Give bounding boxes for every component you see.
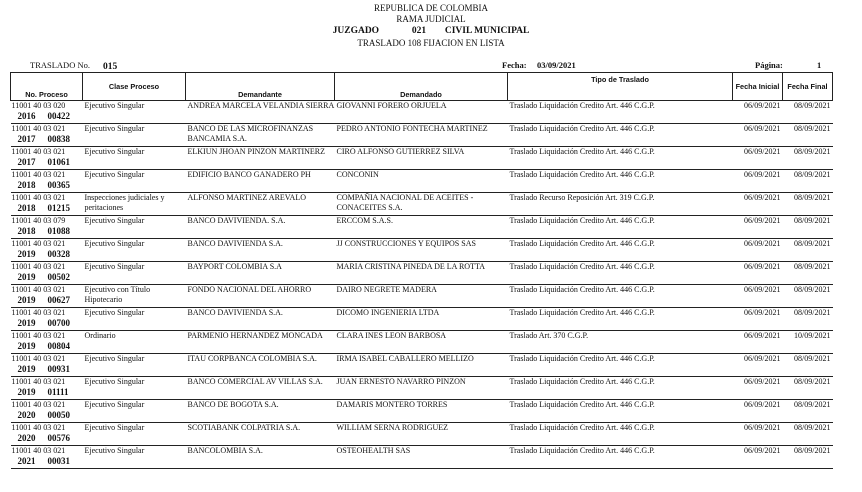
col-demandante: Demandante [186, 73, 335, 101]
cell-demandante: PARMENIO HERNANDEZ MONCADA [186, 331, 335, 354]
cell-demandado: IRMA ISABEL CABALLERO MELLIZO [335, 354, 508, 377]
proceso-code: 11001 40 03 021 [11, 239, 66, 248]
cell-fecha-inicial: 06/09/2021 [733, 216, 783, 239]
cell-demandado: CONCONIN [335, 170, 508, 193]
proceso-code: 11001 40 03 021 [11, 446, 66, 455]
cell-fecha-final: 08/09/2021 [783, 262, 833, 285]
col-clase: Clase Proceso [83, 73, 186, 101]
proceso-number [12, 226, 83, 236]
cell-fecha-final: 08/09/2021 [783, 285, 833, 308]
cell-clase: Ejecutivo Singular [83, 400, 186, 423]
proceso-code: 11001 40 03 021 [11, 285, 66, 294]
pagina-label: Página: [755, 60, 783, 70]
cell-demandante: ITAU CORPBANCA COLOMBIA S.A. [186, 354, 335, 377]
proceso-code: 11001 40 03 079 [11, 216, 66, 225]
cell-fecha-inicial: 06/09/2021 [733, 308, 783, 331]
header-republica: REPUBLICA DE COLOMBIA [373, 3, 488, 13]
cell-demandante: BANCO DAVIVIENDA S.A. [186, 239, 335, 262]
cell-proceso [11, 377, 83, 400]
proceso-number [12, 318, 83, 328]
table-header-row [11, 73, 833, 101]
cell-demandante: BANCO DE LAS MICROFINANZAS BANCAMIA S.A. [186, 124, 335, 147]
cell-clase: Inspecciones judiciales y peritaciones [83, 193, 186, 216]
cell-clase: Ejecutivo Singular [83, 262, 186, 285]
cell-demandado: GIOVANNI FORERO ORJUELA [335, 101, 508, 124]
proceso-radicado: 00422 [47, 111, 70, 121]
cell-fecha-inicial: 06/09/2021 [733, 285, 783, 308]
proceso-year: 2019 [17, 364, 36, 374]
fecha-label: Fecha: [502, 60, 527, 70]
proceso-code: 11001 40 03 021 [11, 400, 66, 409]
cell-tipo: Traslado Art. 370 C.G.P. [508, 331, 733, 354]
cell-demandado: DAMARIS MONTERO TORRES [335, 400, 508, 423]
cell-clase: Ejecutivo Singular [83, 124, 186, 147]
traslado-label: TRASLADO No. [30, 60, 90, 70]
table-row [11, 101, 833, 124]
cell-fecha-inicial: 06/09/2021 [733, 446, 783, 469]
header-juzgado [0, 26, 862, 37]
proceso-radicado: 00931 [47, 364, 70, 374]
cell-clase: Ejecutivo Singular [83, 101, 186, 124]
cell-demandante: BANCO DE BOGOTA S.A. [186, 400, 335, 423]
traslado-table [10, 72, 833, 469]
cell-demandante: ANDREA MARCELA VELANDIA SIERRA [186, 101, 335, 124]
table-row [11, 377, 833, 400]
proceso-year: 2019 [17, 341, 36, 351]
proceso-code: 11001 40 03 021 [11, 308, 66, 317]
proceso-radicado: 01215 [47, 203, 70, 213]
proceso-radicado: 01088 [47, 226, 70, 236]
proceso-radicado: 00031 [47, 456, 70, 466]
header-traslado-title: TRASLADO 108 FIJACION EN LISTA [357, 38, 505, 48]
cell-demandante: BANCOLOMBIA S.A. [186, 446, 335, 469]
cell-fecha-inicial: 06/09/2021 [733, 147, 783, 170]
proceso-year: 2020 [17, 410, 36, 420]
cell-clase: Ordinario [83, 331, 186, 354]
cell-demandado: WILLIAM SERNA RODRIGUEZ [335, 423, 508, 446]
table-row [11, 423, 833, 446]
cell-proceso [11, 400, 83, 423]
proceso-year: 2019 [17, 272, 36, 282]
cell-fecha-final: 08/09/2021 [783, 377, 833, 400]
proceso-number [12, 341, 83, 351]
cell-demandado: JUAN ERNESTO NAVARRO PINZON [335, 377, 508, 400]
juzgado-type: CIVIL MUNICIPAL [444, 26, 530, 36]
table-row [11, 285, 833, 308]
proceso-radicado: 01061 [47, 157, 70, 167]
cell-demandado: PEDRO ANTONIO FONTECHA MARTINEZ [335, 124, 508, 147]
cell-fecha-final: 08/09/2021 [783, 239, 833, 262]
cell-tipo: Traslado Liquidación Credito Art. 446 C.G.P. [508, 101, 733, 124]
proceso-code: 11001 40 03 021 [11, 354, 66, 363]
table-row [11, 446, 833, 469]
cell-demandado: JJ CONSTRUCCIONES Y EQUIPOS SAS [335, 239, 508, 262]
proceso-code: 11001 40 03 021 [11, 331, 66, 340]
cell-demandado: CIRO ALFONSO GUTIERREZ SILVA [335, 147, 508, 170]
cell-clase: Ejecutivo con Título Hipotecario [83, 285, 186, 308]
cell-proceso [11, 354, 83, 377]
proceso-number [12, 410, 83, 420]
cell-fecha-inicial: 06/09/2021 [733, 354, 783, 377]
cell-proceso [11, 216, 83, 239]
proceso-year: 2019 [17, 318, 36, 328]
cell-demandante: ELKIUN JHOAN PINZON MARTINERZ [186, 147, 335, 170]
proceso-code: 11001 40 03 021 [11, 377, 66, 386]
cell-fecha-final: 08/09/2021 [783, 170, 833, 193]
cell-fecha-inicial: 06/09/2021 [733, 101, 783, 124]
cell-fecha-inicial: 06/09/2021 [733, 331, 783, 354]
table-row [11, 193, 833, 216]
cell-fecha-inicial: 06/09/2021 [733, 124, 783, 147]
cell-fecha-inicial: 06/09/2021 [733, 262, 783, 285]
cell-proceso [11, 124, 83, 147]
cell-fecha-inicial: 06/09/2021 [733, 377, 783, 400]
cell-fecha-final: 10/09/2021 [783, 331, 833, 354]
col-demandado: Demandado [335, 73, 508, 101]
cell-fecha-final: 08/09/2021 [783, 147, 833, 170]
cell-proceso [11, 101, 83, 124]
cell-fecha-final: 08/09/2021 [783, 446, 833, 469]
cell-proceso [11, 262, 83, 285]
cell-demandado: DAIRO NEGRETE MADERA [335, 285, 508, 308]
cell-demandante: ALFONSO MARTINEZ AREVALO [186, 193, 335, 216]
cell-fecha-final: 08/09/2021 [783, 216, 833, 239]
proceso-code: 11001 40 03 021 [11, 170, 66, 179]
cell-fecha-final: 08/09/2021 [783, 423, 833, 446]
cell-proceso [11, 423, 83, 446]
fecha-value: 03/09/2021 [537, 60, 576, 70]
proceso-radicado: 00328 [47, 249, 70, 259]
cell-fecha-inicial: 06/09/2021 [733, 239, 783, 262]
cell-proceso [11, 170, 83, 193]
proceso-number [12, 203, 83, 213]
cell-demandante: FONDO NACIONAL DEL AHORRO [186, 285, 335, 308]
table-row [11, 354, 833, 377]
cell-tipo: Traslado Liquidación Credito Art. 446 C.G.P. [508, 124, 733, 147]
cell-clase: Ejecutivo Singular [83, 308, 186, 331]
cell-proceso [11, 285, 83, 308]
proceso-year: 2021 [17, 456, 36, 466]
proceso-radicado: 00804 [47, 341, 70, 351]
cell-clase: Ejecutivo Singular [83, 377, 186, 400]
proceso-number [12, 387, 83, 397]
cell-tipo: Traslado Liquidación Credito Art. 446 C.G.P. [508, 262, 733, 285]
juzgado-label: JUZGADO [332, 26, 380, 36]
cell-tipo: Traslado Liquidación Credito Art. 446 C.G.P. [508, 170, 733, 193]
cell-demandante: BAYPORT COLOMBIA S.A [186, 262, 335, 285]
proceso-number [12, 456, 83, 466]
proceso-code: 11001 40 03 021 [11, 193, 66, 202]
juzgado-number: 021 [411, 26, 427, 36]
cell-proceso [11, 147, 83, 170]
proceso-year: 2018 [17, 226, 36, 236]
cell-fecha-final: 08/09/2021 [783, 193, 833, 216]
cell-clase: Ejecutivo Singular [83, 446, 186, 469]
table-row [11, 170, 833, 193]
table-row [11, 331, 833, 354]
proceso-code: 11001 40 03 021 [11, 262, 66, 271]
proceso-code: 11001 40 03 021 [11, 147, 66, 156]
proceso-radicado: 00576 [47, 433, 70, 443]
cell-fecha-final: 08/09/2021 [783, 124, 833, 147]
traslado-number: 015 [103, 62, 118, 72]
cell-proceso [11, 193, 83, 216]
table-row [11, 239, 833, 262]
cell-demandado: CLARA INES LEON BARBOSA [335, 331, 508, 354]
col-fecha-final: Fecha Final [783, 73, 833, 101]
proceso-year: 2016 [17, 111, 36, 121]
cell-clase: Ejecutivo Singular [83, 170, 186, 193]
proceso-radicado: 00838 [47, 134, 70, 144]
cell-demandado: MARIA CRISTINA PINEDA DE LA ROTTA [335, 262, 508, 285]
col-proceso: No. Proceso [11, 73, 83, 101]
header-rama: RAMA JUDICIAL [396, 14, 466, 24]
cell-tipo: Traslado Liquidación Credito Art. 446 C.G.P. [508, 446, 733, 469]
cell-demandado: DICOMO INGENIERIA LTDA [335, 308, 508, 331]
cell-tipo: Traslado Liquidación Credito Art. 446 C.G.P. [508, 147, 733, 170]
proceso-radicado: 00700 [47, 318, 70, 328]
cell-fecha-final: 08/09/2021 [783, 400, 833, 423]
cell-proceso [11, 446, 83, 469]
cell-clase: Ejecutivo Singular [83, 239, 186, 262]
proceso-code: 11001 40 03 020 [11, 101, 66, 110]
cell-clase: Ejecutivo Singular [83, 354, 186, 377]
proceso-year: 2018 [17, 180, 36, 190]
cell-proceso [11, 239, 83, 262]
proceso-year: 2017 [17, 134, 36, 144]
proceso-year: 2019 [17, 387, 36, 397]
cell-fecha-inicial: 06/09/2021 [733, 400, 783, 423]
proceso-year: 2018 [17, 203, 36, 213]
table-row [11, 147, 833, 170]
cell-tipo: Traslado Liquidación Credito Art. 446 C.G.P. [508, 354, 733, 377]
table-row [11, 308, 833, 331]
cell-tipo: Traslado Liquidación Credito Art. 446 C.G.P. [508, 377, 733, 400]
pagina-value: 1 [817, 60, 822, 70]
cell-demandante: BANCO DAVIVIENDA. S.A. [186, 216, 335, 239]
cell-tipo: Traslado Liquidación Credito Art. 446 C.G.P. [508, 423, 733, 446]
cell-clase: Ejecutivo Singular [83, 216, 186, 239]
proceso-radicado: 01111 [47, 387, 69, 397]
proceso-number [12, 134, 83, 144]
cell-fecha-inicial: 06/09/2021 [733, 423, 783, 446]
cell-clase: Ejecutivo Singular [83, 147, 186, 170]
cell-tipo: Traslado Liquidación Credito Art. 446 C.G.P. [508, 285, 733, 308]
cell-tipo: Traslado Liquidación Credito Art. 446 C.G.P. [508, 216, 733, 239]
cell-clase: Ejecutivo Singular [83, 423, 186, 446]
cell-tipo: Traslado Liquidación Credito Art. 446 C.G.P. [508, 400, 733, 423]
proceso-year: 2017 [17, 157, 36, 167]
table-row [11, 400, 833, 423]
proceso-radicado: 00627 [47, 295, 70, 305]
proceso-code: 11001 40 03 021 [11, 124, 66, 133]
proceso-number [12, 433, 83, 443]
table-row [11, 262, 833, 285]
cell-fecha-final: 08/09/2021 [783, 308, 833, 331]
cell-proceso [11, 308, 83, 331]
proceso-number [12, 272, 83, 282]
proceso-year: 2019 [17, 249, 36, 259]
cell-demandante: BANCO COMERCIAL AV VILLAS S.A. [186, 377, 335, 400]
proceso-radicado: 00050 [47, 410, 70, 420]
cell-tipo: Traslado Recurso Reposición Art. 319 C.G.P. [508, 193, 733, 216]
cell-demandante: BANCO DAVIVIENDA S.A. [186, 308, 335, 331]
proceso-number [12, 180, 83, 190]
cell-demandado: COMPAÑIA NACIONAL DE ACEITES - CONACEITES S.A. [335, 193, 508, 216]
cell-fecha-final: 08/09/2021 [783, 354, 833, 377]
proceso-year: 2019 [17, 295, 36, 305]
cell-fecha-inicial: 06/09/2021 [733, 193, 783, 216]
proceso-number [12, 364, 83, 374]
cell-proceso [11, 331, 83, 354]
proceso-number [12, 111, 83, 121]
col-tipo: Tipo de Traslado [508, 73, 733, 101]
table-row [11, 216, 833, 239]
cell-demandado: OSTEOHEALTH SAS [335, 446, 508, 469]
cell-demandante: EDIFICIO BANCO GANADERO PH [186, 170, 335, 193]
proceso-radicado: 00365 [47, 180, 70, 190]
proceso-number [12, 157, 83, 167]
cell-fecha-final: 08/09/2021 [783, 101, 833, 124]
cell-demandado: ERCCOM S.A.S. [335, 216, 508, 239]
cell-demandante: SCOTIABANK COLPATRIA S.A. [186, 423, 335, 446]
cell-fecha-inicial: 06/09/2021 [733, 170, 783, 193]
cell-tipo: Traslado Liquidación Credito Art. 446 C.G.P. [508, 239, 733, 262]
proceso-number [12, 249, 83, 259]
cell-tipo: Traslado Liquidación Credito Art. 446 C.G.P. [508, 308, 733, 331]
col-fecha-inicial: Fecha Inicial [733, 73, 783, 101]
proceso-radicado: 00502 [47, 272, 70, 282]
proceso-number [12, 295, 83, 305]
proceso-year: 2020 [17, 433, 36, 443]
proceso-code: 11001 40 03 021 [11, 423, 66, 432]
table-row [11, 124, 833, 147]
